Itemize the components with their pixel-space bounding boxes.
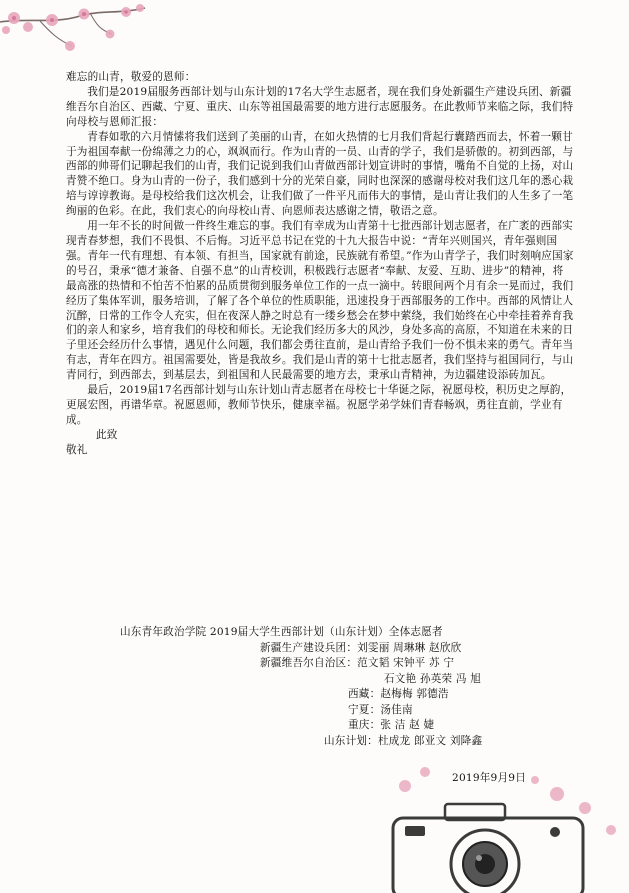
closing-salutation: 此致 [96, 428, 118, 441]
signature-school: 山东青年政治学院 2019届大学生西部计划（山东计划）全体志愿者 [120, 626, 443, 638]
signature-line: 西藏：赵梅梅 郭德浩 [348, 688, 449, 700]
signature-line: 新疆生产建设兵团：刘雯丽 周琳琳 赵欣欣 [260, 641, 462, 654]
letter-paragraph: 我们是2019届服务西部计划与山东计划的17名大学生志愿者，现在我们身处新疆生产建设兵团、新疆维吾尔自治区、西藏、宁夏、重庆、山东等祖国最需要的地方进行志愿服务。在此教师节来临之际，我们特向母校与恩师汇报： [66, 85, 574, 128]
letter-paragraph: 最后，2019届17名西部计划与山东计划山青志愿者在母校七十华诞之际，祝愿母校，积历史之厚韵，更展宏图，再谱华章。祝愿恩师，教师节快乐，健康幸福。祝愿学弟学妹们青春畅飒，勇往直前，学业有成。 [66, 384, 572, 426]
letter-paragraph: 用一年不长的时间做一件终生难忘的事。我们有幸成为山青第十七批西部计划志愿者，在广袤的西部实现青春梦想，我们不畏惧、不后悔。习近平总书记在党的十九大报告中说：“青年兴则国兴，青年强则国强。青年一代有理想、有本领、有担当，国家就有前途，民族就有希望。”作为山青学子，我们时刻响应国家的号召，秉承“德才兼备、自强不息”的山青校训，积极践行志愿者“奉献、友爱、互助、进步”的精神，将最高涨的热情和不怕苦不怕累的品质贯彻到服务单位工作的一点一滴中。转眼间两个月有余一晃而过，我们经历了集体军训，服务培训，了解了各个单位的性质职能，迅速投身于西部服务的工作中。西部的风情让人沉醉，日常的工作令人充实，但在夜深人静之时总有一缕乡愁会在梦中萦绕，我们始终在心中牵挂着养育我们的亲人和家乡，培育我们的母校和师长。无论我们经历多大的风沙，身处多高的高原，不知道在未来的日子里还会经历什么事情，遇见什么问题，我们都会勇往直前，是山青给予我们一份不惧未来的勇气。青年当有志，青年在四方。祖国需要处，皆是我故乡。我们是山青的第十七批志愿者，我们坚持与祖国同行，与山青同行，到西部去，到基层去，到祖国和人民最需要的地方去，秉承山青精神，为边疆建设添砖加瓦。 [66, 220, 574, 382]
signature-block [120, 625, 590, 749]
signature-line: 新疆维吾尔自治区：范文韬 宋钟平 苏 宁 [260, 657, 455, 669]
signature-line: 石文艳 孙英荣 冯 旭 [384, 672, 482, 685]
closing-regards: 敬礼 [66, 443, 88, 456]
signature-line: 宁夏：汤佳南 [348, 703, 413, 716]
greeting: 难忘的山青，敬爱的恩师： [66, 71, 196, 83]
letter-body [66, 70, 574, 458]
letter-paragraph: 青春如歌的六月情愫将我们送到了美丽的山青，在如火热情的七月我们背起行囊踏西而去，怀着一颗甘于为祖国奉献一份绵薄之力的心，飒飒而行。作为山青的一员、山青的学子，我们是骄傲的。初到西部，与西部的帅哥们记聊起我们的山青，我们记说到我们山青做西部计划宣讲时的事情，嘴角不自觉的上扬，对山青赞不绝口。身为山青的一份子，我们感到十分的光荣自豪，同时也深深的感谢母校对我们这几年的悉心栽培与谆谆教诲。是母校给我们这次机会，让我们做了一件平凡而伟大的事情，是山青让我们的人生多了一笔绚丽的色彩。在此，我们衷心的向母校山青、向恩师表达感谢之情，敬语之意。 [66, 130, 574, 218]
cherry-blossom-decoration [0, 0, 150, 75]
signature-line: 山东计划：杜成龙 郎亚文 刘降鑫 [324, 734, 483, 747]
signature-line: 重庆：张 洁 赵 婕 [348, 719, 435, 731]
letter-date: 2019年9月9日 [452, 772, 527, 784]
